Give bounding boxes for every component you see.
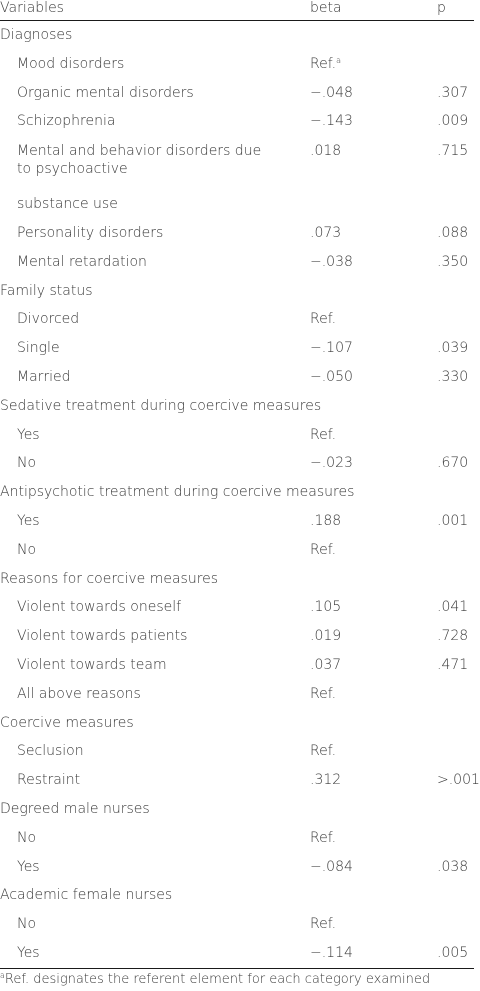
beta-value: −.107 [310,340,353,357]
table-row [0,910,474,939]
table-footnote [0,969,474,991]
beta-value: .037 [310,656,342,673]
beta-cell [310,910,336,939]
beta-cell [310,766,341,795]
beta-value: .073 [310,224,342,241]
beta-cell [310,142,341,160]
table-row [0,939,474,968]
beta-cell [310,363,353,392]
group-row [0,392,474,421]
p-cell: .350 [437,253,469,270]
p-cell: .670 [437,455,469,472]
table-row [0,305,474,334]
table-row [0,136,474,190]
variable-cell: Yes [17,512,40,529]
beta-value: −.038 [310,253,353,270]
beta-cell [310,651,341,680]
p-cell: .009 [437,113,469,130]
beta-cell [310,593,341,622]
table-body [0,21,480,968]
variable-cell: Violent towards team [17,656,167,673]
footnote-text: Ref. designates the referent element for each category examined [4,971,431,987]
beta-value: Ref. [310,311,337,328]
variable-cell: No [17,541,37,558]
footnote-marker: a [0,970,5,980]
beta-value: Ref. [310,541,337,558]
beta-cell [310,449,353,478]
p-cell: .041 [437,599,469,616]
header-beta: beta [310,0,342,16]
variable-cell: Mental retardation [17,253,147,270]
p-cell: .715 [437,143,469,160]
table-row [0,50,474,79]
variable-cell: Personality disorders [17,224,164,241]
table-header [0,0,474,20]
table-row [0,449,474,478]
header-p: p [437,0,446,16]
table-row [0,651,474,680]
table-row [0,79,474,108]
variable-cell: Divorced [17,311,80,328]
variable-cell: Married [17,368,71,385]
beta-cell [310,107,353,136]
beta-cell [310,536,336,565]
p-cell: .330 [437,368,469,385]
beta-value: .188 [310,512,342,529]
table-row [0,334,474,363]
p-cell: .088 [437,224,469,241]
beta-value: Ref. [310,829,337,846]
group-label: Degreed male nurses [0,800,150,817]
variable-cell: Restraint [17,772,81,789]
p-cell: >.001 [437,772,480,789]
group-row [0,478,474,507]
beta-value: −.048 [310,84,353,101]
variable-cell: Organic mental disorders [17,84,194,101]
group-row [0,21,474,50]
variable-cell: Seclusion [17,743,84,760]
table-row [0,421,474,450]
p-cell: .728 [437,628,469,645]
group-row [0,565,474,594]
beta-cell [310,680,336,709]
beta-value: Ref. [310,743,337,760]
beta-value: .312 [310,772,342,789]
beta-cell [310,219,341,248]
table-row [0,107,474,136]
beta-cell [310,853,353,882]
table-row [0,593,474,622]
beta-cell [310,79,353,108]
group-label: Sedative treatment during coercive measures [0,397,322,414]
beta-cell [310,737,336,766]
beta-value: −.050 [310,368,353,385]
variable-cell: Yes [17,858,40,875]
variable-cell: Yes [17,944,40,961]
table-row [0,824,474,853]
variable-cell: Yes [17,426,40,443]
table-row [0,190,474,219]
table-row [0,622,474,651]
beta-value: Ref. [310,685,337,702]
beta-cell [310,507,341,536]
beta-cell [310,50,341,79]
variable-cell: No [17,829,37,846]
table-row [0,536,474,565]
variable-cell: Mental and behavior disorders due to psychoactive [17,143,262,178]
p-cell: .005 [437,944,469,961]
table-row [0,766,480,795]
group-label: Academic female nurses [0,887,173,904]
table-row [0,853,474,882]
beta-value: Ref. [310,55,337,72]
p-cell: .471 [437,656,469,673]
group-label: Reasons for coercive measures [0,570,219,587]
beta-cell [310,248,353,277]
variable-cell: Mood disorders [17,55,125,72]
group-label: Family status [0,282,93,299]
group-row [0,795,474,824]
p-cell: .039 [437,340,469,357]
p-cell: .038 [437,858,469,875]
beta-value: −.114 [310,944,353,961]
group-label: Coercive measures [0,714,134,731]
table-row [0,507,474,536]
beta-cell [310,939,353,968]
beta-cell [310,421,336,450]
variable-cell: All above reasons [17,685,141,702]
group-row [0,881,474,910]
group-label: Antipsychotic treatment during coercive measures [0,484,355,501]
variable-cell: No [17,455,37,472]
beta-value: .018 [310,143,342,160]
beta-cell [310,824,336,853]
variable-cell: Single [17,340,60,357]
header-variables: Variables [0,0,64,16]
beta-value: .105 [310,599,342,616]
table-row [0,737,474,766]
table-row [0,248,474,277]
group-row [0,709,474,738]
beta-value: Ref. [310,426,337,443]
variable-cell: Violent towards patients [17,628,188,645]
ref-superscript: a [336,55,341,65]
beta-value: −.023 [310,455,353,472]
variable-cell: Schizophrenia [17,113,116,130]
group-label: Diagnoses [0,27,73,43]
beta-cell [310,622,341,651]
variable-cell: substance use [17,196,118,213]
variable-cell: Violent towards oneself [17,599,182,616]
table-row [0,219,474,248]
p-cell: .307 [437,84,469,101]
table-row [0,363,474,392]
group-row [0,277,474,306]
beta-value: Ref. [310,916,337,933]
beta-value: .019 [310,628,342,645]
beta-value: −.084 [310,858,353,875]
variable-cell: No [17,916,37,933]
p-cell: .001 [437,512,469,529]
beta-cell [310,334,353,363]
table-row [0,680,474,709]
beta-value: −.143 [310,113,353,130]
beta-cell [310,305,336,334]
